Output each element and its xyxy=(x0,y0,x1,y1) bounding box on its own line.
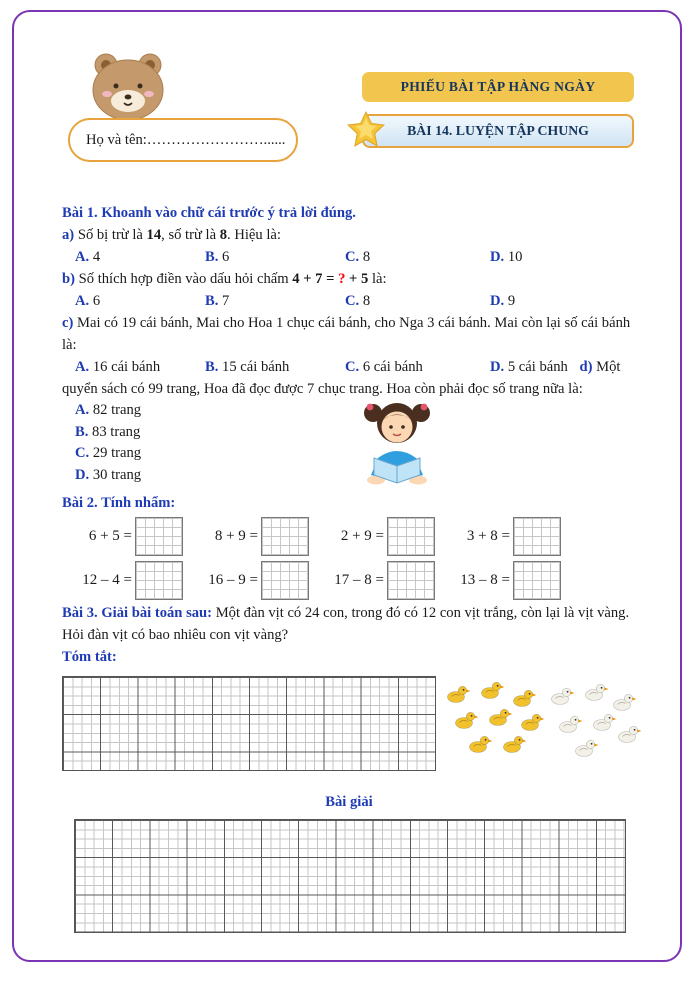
option-text: 8 xyxy=(362,249,371,265)
option-text: 6 cái bánh xyxy=(362,359,423,375)
option-letter: C. xyxy=(345,359,360,375)
question-c-label: c) xyxy=(62,315,74,331)
option-letter: D. xyxy=(490,359,505,375)
option-letter: B. xyxy=(75,423,89,440)
question-c-text: Mai có 19 cái bánh, Mai cho Hoa 1 chục cái bánh, cho Nga 3 cái bánh. Mai còn lại số cái bánh là: xyxy=(62,315,631,353)
option xyxy=(205,290,345,312)
answer-grid xyxy=(513,517,561,556)
question-b xyxy=(62,268,636,290)
answer-grid xyxy=(135,561,183,600)
option-letter: B. xyxy=(205,293,219,309)
question-c xyxy=(62,312,636,356)
calc-item xyxy=(198,561,324,600)
teddy-bear-illustration xyxy=(80,48,176,129)
bai2-heading: Bài 2. Tính nhẩm: xyxy=(62,495,176,511)
option-and-question-d-start xyxy=(490,356,636,378)
tom-tat-label: Tóm tắt: xyxy=(62,649,117,665)
tom-tat-grid xyxy=(62,676,436,771)
bai-giai-grid xyxy=(74,819,626,933)
section-bai1 xyxy=(62,202,636,492)
teddy-bear-icon xyxy=(80,48,176,124)
tom-tat-area xyxy=(62,674,636,778)
option-letter: B. xyxy=(205,249,219,265)
option-text: 83 trang xyxy=(92,423,141,440)
option xyxy=(345,356,490,378)
answer-grid xyxy=(261,561,309,600)
calc-item xyxy=(450,517,576,556)
calc-label: 2 + 9 = xyxy=(340,527,384,544)
option-text: 10 xyxy=(507,249,523,265)
option-letter: C. xyxy=(75,445,90,461)
option-text: 6 xyxy=(92,293,101,309)
bai-giai-label: Bài giải xyxy=(325,794,373,810)
daily-title: PHIẾU BÀI TẬP HÀNG NGÀY xyxy=(400,79,596,94)
option xyxy=(75,356,205,378)
answer-grid xyxy=(513,561,561,600)
section-bai3 xyxy=(62,602,636,933)
option-text: 29 trang xyxy=(92,445,142,461)
question-d-options xyxy=(62,400,636,492)
lesson-badge xyxy=(362,114,634,148)
name-label: Họ và tên:……………………...... xyxy=(86,131,286,148)
section-bai2 xyxy=(62,492,636,602)
question-a-options xyxy=(62,246,636,268)
question-b-options xyxy=(62,290,636,312)
ducks-illustration xyxy=(442,680,642,777)
answer-grid xyxy=(261,517,309,556)
option-letter: A. xyxy=(75,359,90,375)
calc-label: 17 – 8 = xyxy=(334,571,384,588)
answer-grid xyxy=(135,517,183,556)
calc-item xyxy=(198,517,324,556)
option xyxy=(205,246,345,268)
calc-item xyxy=(72,517,198,556)
option-text: 82 trang xyxy=(92,402,142,418)
option-letter: A. xyxy=(75,293,90,309)
answer-grid xyxy=(387,561,435,600)
question-a xyxy=(62,224,636,246)
question-c-options xyxy=(62,356,636,378)
option-text: 16 cái bánh xyxy=(92,359,161,375)
option-text: 5 cái bánh xyxy=(507,359,568,375)
name-field xyxy=(68,118,298,162)
question-d-text: quyển sách có 99 trang, Hoa đã đọc được 7 chục trang. Hoa còn phải đọc số trang nữa là: xyxy=(62,381,583,397)
option xyxy=(75,290,205,312)
bai3-text: Một đàn vịt có 24 con, trong đó có 12 con vịt trắng, còn lại là vịt vàng. Hỏi đàn vịt có bao nhiêu con vịt vàng? xyxy=(62,605,630,643)
option xyxy=(75,246,205,268)
option-text: 30 trang xyxy=(92,466,142,483)
question-b-label: b) xyxy=(62,271,75,287)
daily-title-banner xyxy=(362,72,634,102)
question-a-text: Số bị trừ là 14, số trừ là 8. Hiệu là: xyxy=(77,227,281,243)
option xyxy=(205,356,345,378)
option-text: 9 xyxy=(507,293,516,309)
option xyxy=(490,246,636,268)
calc-label: 13 – 8 = xyxy=(460,571,510,588)
option-letter: D. xyxy=(75,466,90,483)
answer-grid xyxy=(387,517,435,556)
bai2-row-1 xyxy=(62,514,636,558)
option xyxy=(345,246,490,268)
ducks-icon xyxy=(442,680,642,772)
question-d-intro: Một xyxy=(596,359,621,375)
option-letter: D. xyxy=(490,293,505,309)
option-letter: C. xyxy=(345,293,360,309)
option-letter: C. xyxy=(345,249,360,265)
calc-label: 6 + 5 = xyxy=(88,527,132,544)
option-letter: D. xyxy=(490,249,505,265)
option-letter: A. xyxy=(75,249,90,265)
calc-item xyxy=(450,561,576,600)
option-text: 6 xyxy=(222,249,230,265)
bai1-heading: Bài 1. Khoanh vào chữ cái trước ý trả lời đúng. xyxy=(62,205,356,221)
calc-label: 12 – 4 = xyxy=(82,571,132,588)
calc-label: 3 + 8 = xyxy=(466,527,510,544)
option-text: 7 xyxy=(222,293,230,309)
option-text: 8 xyxy=(362,293,371,309)
calc-label: 8 + 9 = xyxy=(214,527,258,544)
option-text: 15 cái bánh xyxy=(222,359,290,375)
calc-item xyxy=(324,517,450,556)
option-letter: A. xyxy=(75,402,90,418)
calc-item xyxy=(324,561,450,600)
girl-reading-icon xyxy=(354,396,440,488)
option-text: 4 xyxy=(92,249,101,265)
calc-label: 16 – 9 = xyxy=(208,571,258,588)
star-icon xyxy=(346,110,386,155)
bai3-paragraph xyxy=(62,602,636,646)
option-letter: B. xyxy=(205,359,219,375)
question-b-text: Số thích hợp điền vào dấu hỏi chấm 4 + 7 = ? + 5 là: xyxy=(78,271,387,287)
girl-reading-illustration xyxy=(354,396,440,493)
question-a-label: a) xyxy=(62,227,75,243)
lesson-title: BÀI 14. LUYỆN TẬP CHUNG xyxy=(407,123,589,138)
question-d-label: d) xyxy=(579,359,593,375)
option xyxy=(490,290,636,312)
bai3-heading: Bài 3. Giải bài toán sau: xyxy=(62,605,213,621)
header xyxy=(62,40,636,202)
option xyxy=(345,290,490,312)
calc-item xyxy=(72,561,198,600)
bai2-row-2 xyxy=(62,558,636,602)
